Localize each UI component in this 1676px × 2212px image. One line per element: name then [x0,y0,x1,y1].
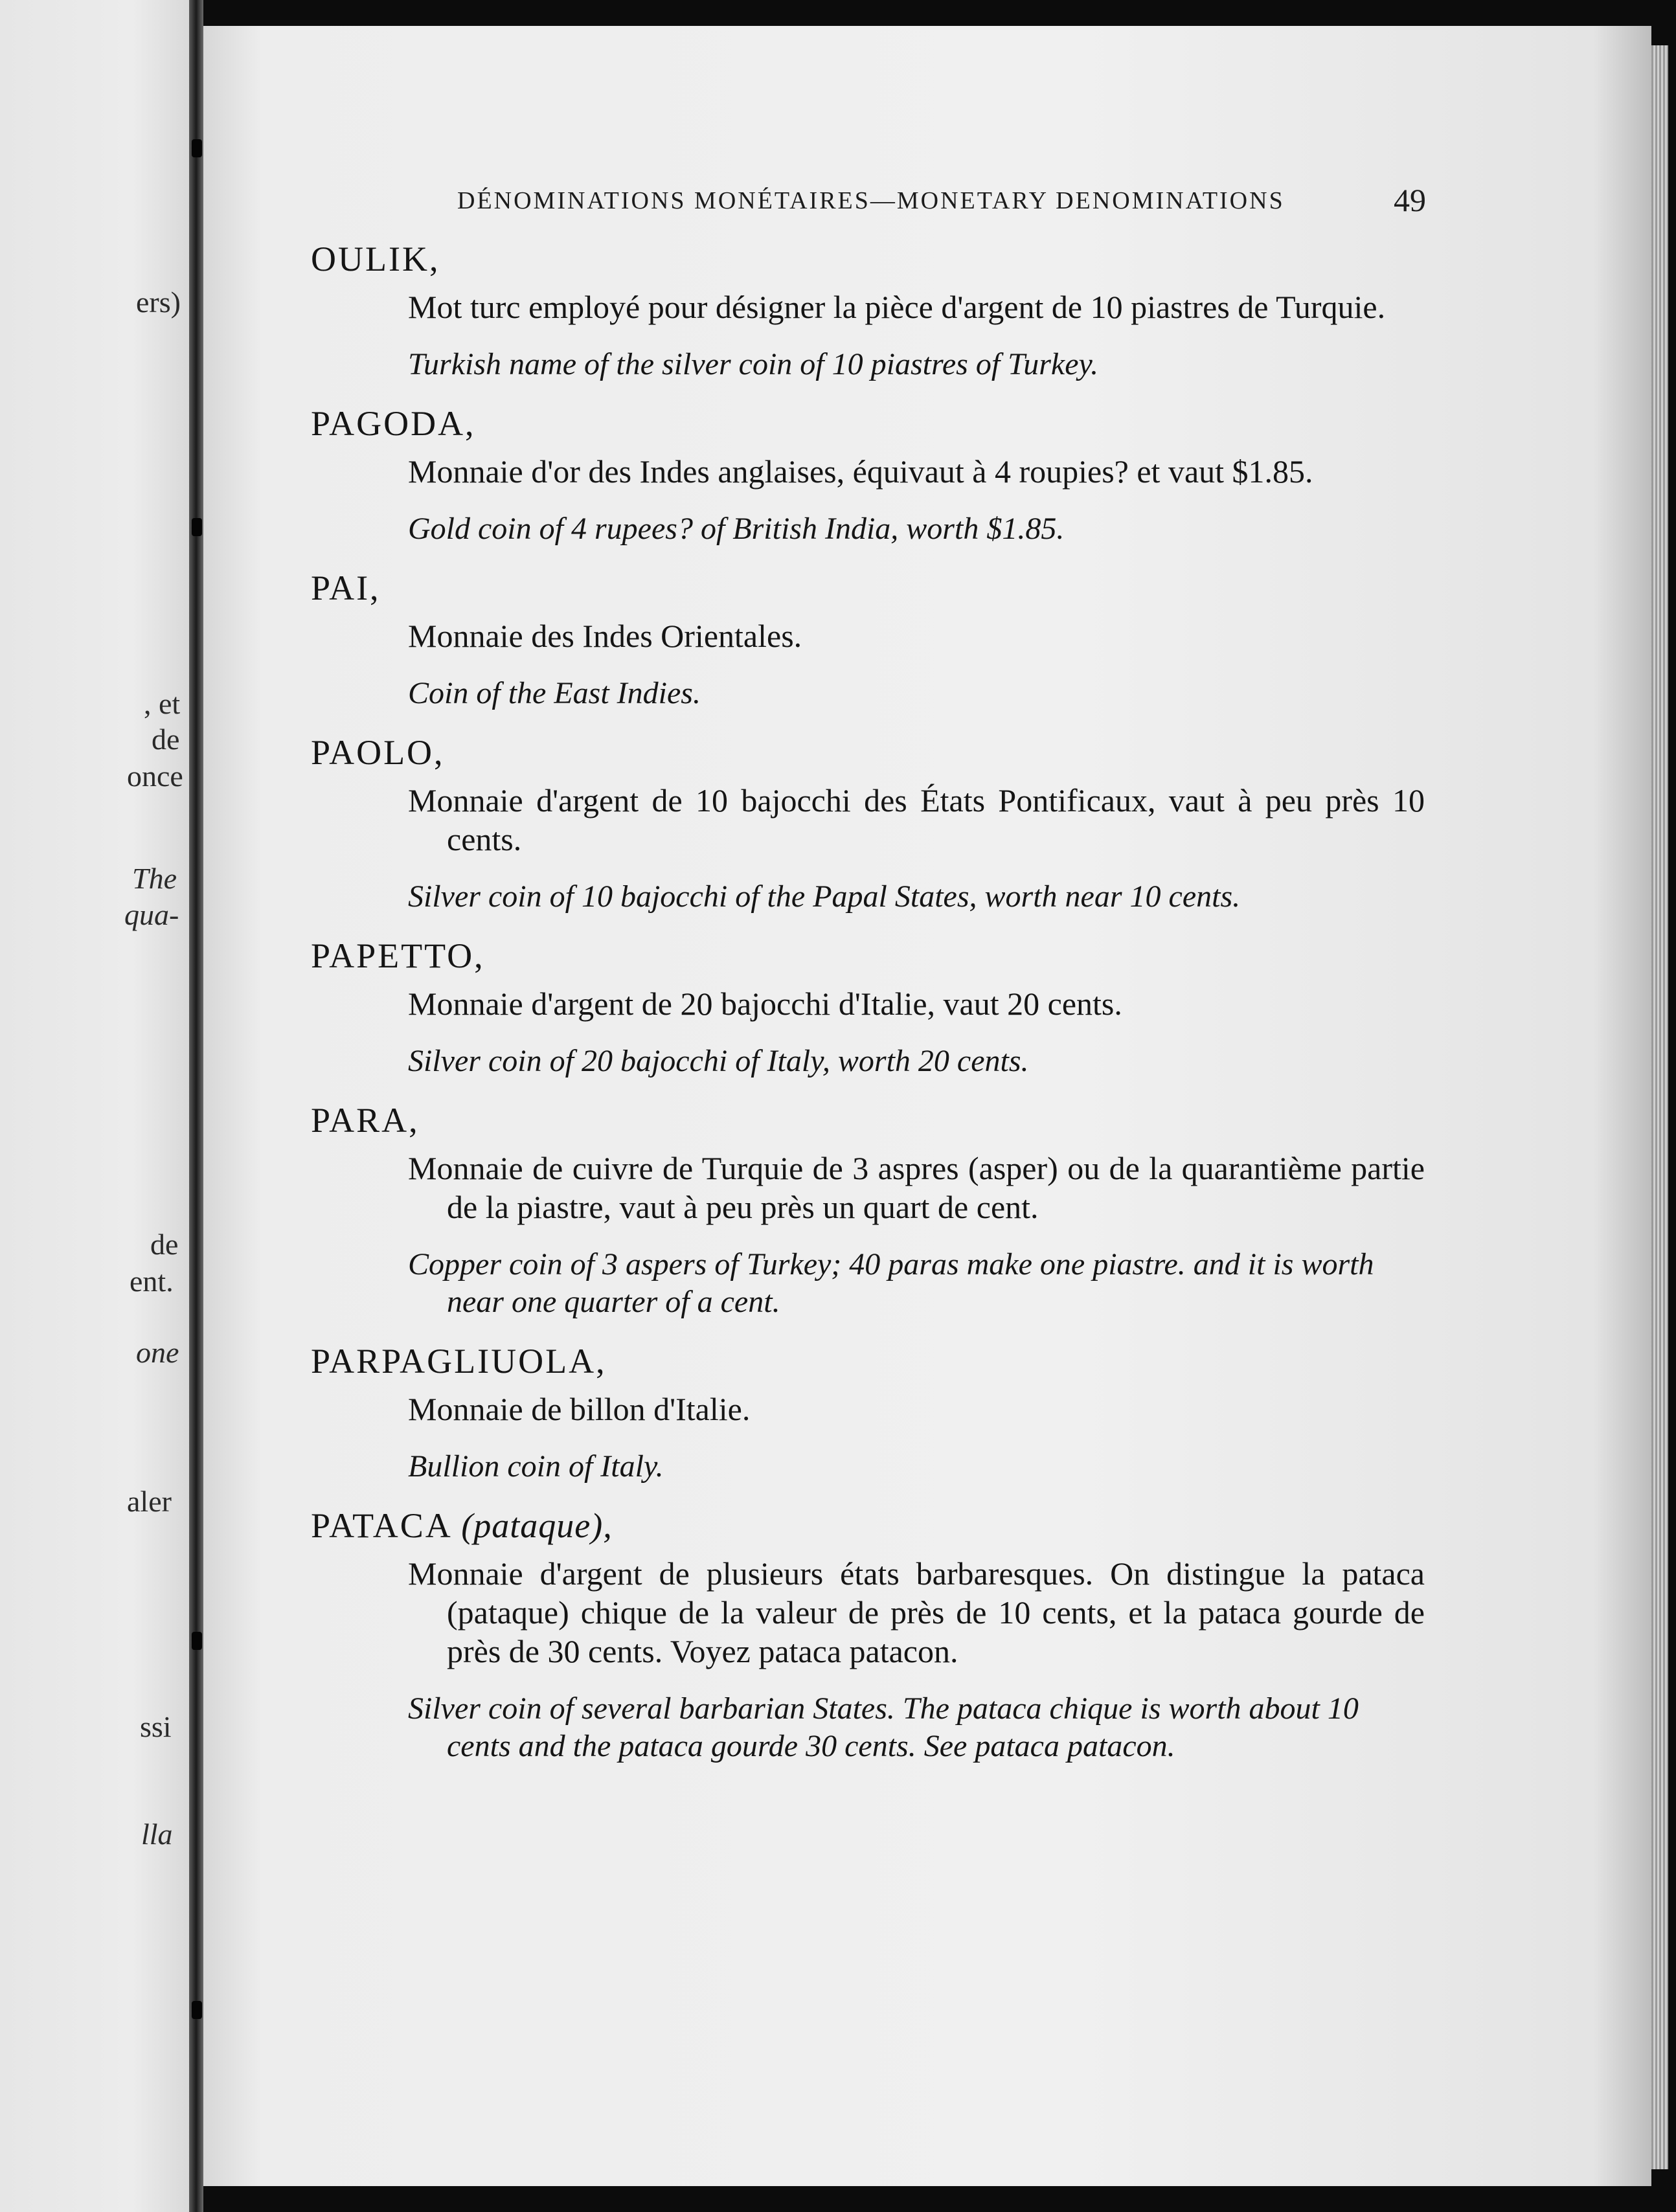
entry-term: PAOLO, [311,733,445,772]
left-page-fragment: lla [141,1818,173,1851]
left-page-fragment: ers) [136,286,181,319]
left-page-fragment: The [132,862,177,895]
entry-term: PAI, [311,569,381,607]
entry-term: PAPETTO, [311,936,485,975]
binding-stitch [192,518,202,536]
english-definition: Coin of the East Indies. [408,676,701,710]
french-definition: Monnaie de billon d'Italie. [408,1391,751,1427]
entry-term: PAGODA, [311,404,476,443]
page-edges [1651,45,1668,2169]
entry-pagoda [311,404,1425,548]
book-gutter [189,0,203,2212]
french-definition: Monnaie d'argent de 20 bajocchi d'Italie, vaut 20 cents. [408,986,1122,1022]
binding-stitch [192,1632,202,1650]
left-page-fragment: aler [127,1485,172,1518]
english-definition: Turkish name of the silver coin of 10 piastres of Turkey. [408,347,1099,381]
dictionary-entries [311,240,1425,1786]
french-definition: Monnaie d'argent de 10 bajocchi des États Pontificaux, vaut à peu près 10 cents. [408,782,1425,857]
entry-term: PARPAGLIUOLA, [311,1342,607,1381]
binding-stitch [192,139,202,157]
english-definition: Silver coin of 10 bajocchi of the Papal States, worth near 10 cents. [408,879,1241,914]
entry-pai [311,569,1425,712]
left-page-fragment: , et [144,687,181,720]
left-page-fragment: qua- [124,898,179,931]
entry-para [311,1101,1425,1321]
english-definition: Silver coin of several barbarian States. The pataca chique is worth about 10 cents and the pataca gourde 30 cents. See pataca patacon. [408,1691,1359,1763]
english-definition: Silver coin of 20 bajocchi of Italy, worth 20 cents. [408,1044,1029,1078]
french-definition: Monnaie des Indes Orientales. [408,618,802,654]
left-page-fragment: de [152,723,180,756]
left-page-fragment: ssi [140,1710,172,1743]
english-definition: Copper coin of 3 aspers of Turkey; 40 paras make one piastre. and it is worth near one quarter of a cent. [408,1247,1374,1319]
left-page-fragment: de [150,1228,179,1261]
entry-pataca [311,1506,1425,1765]
english-definition: Gold coin of 4 rupees? of British India, worth $1.85. [408,512,1065,546]
entry-paolo [311,733,1425,916]
entry-term: OULIK, [311,240,440,278]
binding-stitch [192,2001,202,2019]
english-definition: Bullion coin of Italy. [408,1449,664,1484]
page-number: 49 [1394,182,1426,218]
left-facing-page [0,0,189,2212]
left-page-fragment: one [136,1336,179,1369]
entry-oulik [311,240,1425,383]
term-note: (pataque), [461,1506,613,1545]
french-definition: Monnaie d'argent de plusieurs états barbaresques. On distingue la pataca (pataque) chique de la valeur de près de 10 cents, et la pataca gourde de près de 30 cents. Voyez pataca patacon. [408,1555,1425,1669]
entry-parpagliuola [311,1342,1425,1485]
running-header: DÉNOMINATIONS MONÉTAIRES—MONETARY DENOMINATIONS [457,187,1285,214]
french-definition: Monnaie d'or des Indes anglaises, équivaut à 4 roupies? et vaut $1.85. [408,453,1313,490]
entry-term: PARA, [311,1101,420,1140]
entry-papetto [311,936,1425,1080]
entry-term: PATACA (pataque), [311,1506,613,1545]
french-definition: Monnaie de cuivre de Turquie de 3 aspres (asper) ou de la quarantième partie de la piastre, vaut à peu près un quart de cent. [408,1150,1425,1225]
left-page-fragment: once [127,760,183,793]
french-definition: Mot turc employé pour désigner la pièce d'argent de 10 piastres de Turquie. [408,289,1386,325]
left-page-fragment: ent. [130,1265,174,1298]
